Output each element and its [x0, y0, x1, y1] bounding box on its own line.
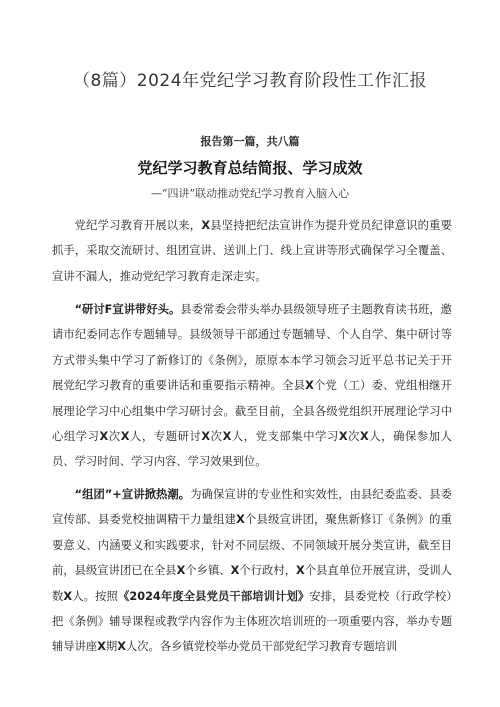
p3-text-c: 个县级宣讲团，聚焦新修订《条例》的重要意义、内涵要义和实践要求，针对不同层级、不同领域开展分类宣讲，截至目前，县级宣讲团已在全县 — [52, 513, 452, 578]
p3-text-i: 个县直单位开展宣讲，受训人数 — [52, 564, 452, 603]
p3-placeholder-b: X — [236, 513, 245, 527]
p3-text-q: 人次。各乡镇党校举办党员干部党纪学习教育专题培训 — [125, 640, 398, 654]
p3-text-g: 个行政村， — [239, 564, 297, 578]
main-title: 党纪学习教育总结简报、学习成效 — [137, 159, 363, 177]
paragraph-2 — [52, 297, 452, 475]
p2-placeholder-h: X — [201, 430, 211, 444]
p2-text-g: 人，专题研讨 — [129, 430, 202, 444]
p2-text-i: 次 — [210, 430, 223, 444]
p3-placeholder-j: X — [63, 589, 73, 603]
p3-text-a: 为确保宣讲的专业性和实效性，由县纪委监委、县委宣传部、县委党校抽调精干力量组建 — [52, 488, 452, 527]
p2-placeholder-l: X — [338, 430, 348, 444]
p2-placeholder-f: X — [120, 430, 130, 444]
p2-placeholder-d: X — [99, 430, 109, 444]
p2-text-e: 次 — [108, 430, 121, 444]
p2-text-m: 次 — [347, 430, 361, 444]
p2-lead: “研讨F宣讲带好头。 — [74, 303, 181, 316]
p3-text-e: 个乡镇、 — [185, 564, 231, 578]
p2-text-o: 人，确保参加人员、学习时间、学习内容、学习效果到位。 — [52, 430, 452, 469]
p3-plan-name: 《2024年度全县党员干部培训计划》 — [117, 589, 310, 603]
section-label: 报告第一篇，共八篇 — [200, 135, 300, 148]
p3-lead: “组团”+宣讲掀热潮。 — [74, 488, 191, 501]
p3-text-k: 人。按照 — [72, 589, 118, 603]
subtitle: —“四讲”联动推动党纪学习教育入脑入心 — [150, 187, 350, 200]
p1-text-c: 县坚持把纪法宣讲作为提升党员纪律意识的重要抓手，采取交流研讨、组团宣讲、送训上门、线上宣讲等形式确保学习全覆盖、宣讲不漏人，推动党纪学习教育走深走实。 — [52, 219, 452, 283]
p3-text-o: 期 — [105, 640, 118, 654]
p3-placeholder-h: X — [296, 564, 305, 578]
p1-text-a: 党纪学习教育开展以来， — [74, 219, 202, 232]
p3-text-m: 安排，县委党校（行政学校）把《条例》辅导课程或教学内容作为主体班次培训班的一项重要内容，举办专题辅导讲座 — [52, 589, 452, 654]
p2-placeholder-b: X — [305, 379, 314, 393]
p2-text-k: 人，党支部集中学习 — [231, 430, 339, 444]
p2-placeholder-j: X — [222, 430, 232, 444]
p2-text-a: 县委常委会带头举办县级领导班子主题教育读书班，邀请市纪委同志作专题辅导。县级领导干部通过专题辅导、个人自学、集中研讨等方式带头集中学习了新修订的《条例》，原原本本学习领会习近平总书记关于开展党纪学习教育的重要讲话和重要指示精神。全县 — [52, 303, 452, 393]
p3-placeholder-n: X — [97, 640, 106, 654]
p2-placeholder-n: X — [360, 430, 369, 444]
paragraph-3 — [52, 482, 452, 660]
p3-placeholder-f: X — [230, 564, 240, 578]
document-title: （8篇）2024年党纪学习教育阶段性工作汇报 — [72, 71, 428, 91]
paragraph-1 — [52, 213, 452, 289]
p3-placeholder-p: X — [117, 640, 126, 654]
p3-placeholder-d: X — [176, 564, 186, 578]
p2-text-c: 个党（工）委、党组相继开展理论学习中心组集中学习研讨会。截至目前，全县各级党组织开展理论学习中心组学习 — [52, 379, 452, 444]
p1-placeholder: X — [201, 219, 211, 232]
